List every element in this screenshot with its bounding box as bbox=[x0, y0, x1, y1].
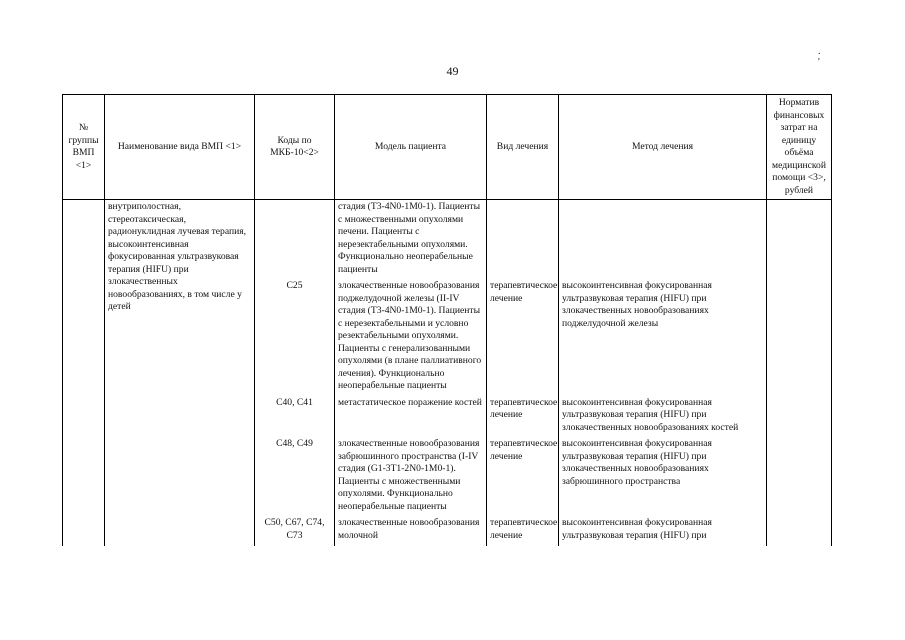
cost-standard-cell bbox=[767, 200, 832, 547]
header-treatment-method: Метод лечения bbox=[559, 95, 767, 200]
patient-model-cell: стадия (T3-4N0-1M0-1). Пациенты с множественными опухолями печени. Пациенты с нерезектабельными опухолями. Функционально неоперабельные пациенты bbox=[335, 200, 487, 281]
icd-code-cell: C50, C67, C74, C73 bbox=[255, 517, 335, 546]
header-cost-standard: Норматив финансовых затрат на единицу объёма медицинской помощи <3>, рублей bbox=[767, 95, 832, 200]
vmp-table bbox=[62, 94, 832, 546]
patient-model-cell: злокачественные новообразования забрюшинного пространства (I-IV стадия (G1-3T1-2N0-1M0-1). Пациенты с множественными опухолями. Функционально неоперабельные пациенты bbox=[335, 438, 487, 517]
icd-code-cell: C48, C49 bbox=[255, 438, 335, 517]
treatment-type-cell: терапевтическое лечение bbox=[487, 517, 559, 546]
treatment-type-cell: терапевтическое лечение bbox=[487, 397, 559, 439]
group-number-cell bbox=[63, 200, 105, 547]
patient-model-cell: злокачественные новообразования молочной bbox=[335, 517, 487, 546]
treatment-method-cell bbox=[559, 200, 767, 281]
vmp-name-cell: внутриполостная, стереотаксическая, радионуклидная лучевая терапия, высокоинтенсивная фокусированная ультразвуковая терапия (HIFU) при злокачественных новообразованиях, в том числе у детей bbox=[105, 200, 255, 547]
treatment-method-cell: высокоинтенсивная фокусированная ультразвуковая терапия (HIFU) при злокачественных новообразованиях поджелудочной железы bbox=[559, 280, 767, 397]
header-group-number: № группы ВМП <1> bbox=[63, 95, 105, 200]
patient-model-cell: злокачественные новообразования поджелудочной железы (II-IV стадия (T3-4N0-1M0-1). Пациенты с нерезектабельными и условно резектабельными опухолями. Пациенты с генерализованными опухолями (в плане паллиативного лечения). Функционально неоперабельные пациенты bbox=[335, 280, 487, 397]
page-marks: . ' bbox=[818, 46, 855, 68]
table-row bbox=[63, 200, 832, 281]
treatment-method-cell: высокоинтенсивная фокусированная ультразвуковая терапия (HIFU) при злокачественных новообразованиях костей bbox=[559, 397, 767, 439]
icd-code-cell: C40, C41 bbox=[255, 397, 335, 439]
treatment-type-cell: терапевтическое лечение bbox=[487, 280, 559, 397]
treatment-type-cell: терапевтическое лечение bbox=[487, 438, 559, 517]
header-treatment-type: Вид лечения bbox=[487, 95, 559, 200]
icd-code-cell: C25 bbox=[255, 280, 335, 397]
page-number: 49 bbox=[446, 64, 459, 78]
header-icd-codes: Коды по МКБ-10<2> bbox=[255, 95, 335, 200]
header-vmp-name: Наименование вида ВМП <1> bbox=[105, 95, 255, 200]
icd-code-cell bbox=[255, 200, 335, 281]
patient-model-cell: метастатическое поражение костей bbox=[335, 397, 487, 439]
treatment-method-cell: высокоинтенсивная фокусированная ультразвуковая терапия (HIFU) при злокачественных новообразованиях забрюшинного пространства bbox=[559, 438, 767, 517]
treatment-type-cell bbox=[487, 200, 559, 281]
header-patient-model: Модель пациента bbox=[335, 95, 487, 200]
table-header-row bbox=[63, 95, 832, 200]
treatment-method-cell: высокоинтенсивная фокусированная ультразвуковая терапия (HIFU) при bbox=[559, 517, 767, 546]
